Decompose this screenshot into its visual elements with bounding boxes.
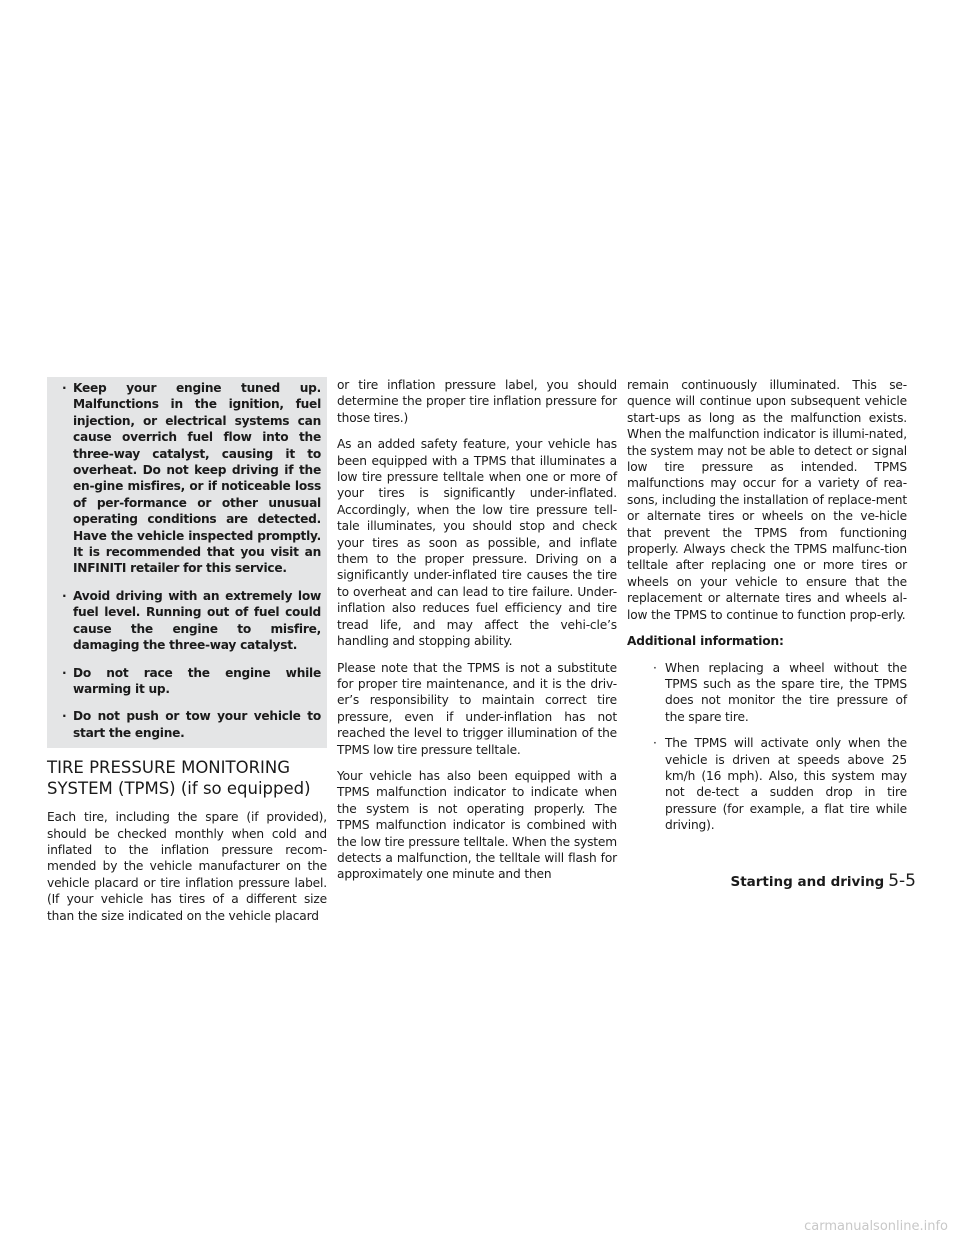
additional-info-list: [627, 660, 907, 834]
watermark: carmanualsonline.info: [804, 1219, 948, 1234]
bullet-icon: ·: [653, 660, 657, 675]
section-heading: [47, 758, 327, 799]
warning-text: Do not race the engine while warming it up.: [73, 665, 321, 696]
page-number: 5-5: [888, 871, 916, 891]
warning-item: [53, 380, 321, 577]
body-paragraph: Your vehicle has also been equipped with a TPMS malfunction indicator to indicate when the system is not operating properly. The TPMS malfunction indicator is combined with the low tire pressure telltale. When the system detects a malfunction, the telltale will flash for approximately one minute and then: [337, 768, 617, 882]
bullet-icon: ·: [653, 736, 657, 751]
list-item: [627, 735, 907, 833]
warning-item: [53, 588, 321, 654]
body-paragraph: Please note that the TPMS is not a substitute for proper tire maintenance, and it is the driv-er’s responsibility to maintain correct tire pressure, even if under-inflation has not reached the level to trigger illumination of the TPMS low tire pressure telltale.: [337, 660, 617, 757]
page-footer: [730, 871, 916, 891]
column-3: [627, 377, 907, 844]
bullet-icon: ·: [62, 709, 67, 724]
warning-text: Keep your engine tuned up. Malfunctions in the ignition, fuel injection, or electrical systems can cause overrich fuel flow into the three-way catalyst, causing it to overheat. Do not keep driving if the en-gine misfires, or if noticeable loss of per-formance or other unusual operating conditions are detected. Have the vehicle inspected promptly. It is recommended that you visit an INFINITI retailer for this service.: [73, 381, 321, 576]
warning-item: [53, 665, 321, 698]
warning-box: [47, 377, 327, 748]
list-item: [627, 660, 907, 726]
warning-text: Do not push or tow your vehicle to start the engine.: [73, 709, 321, 740]
warning-text: Avoid driving with an extremely low fuel level. Running out of fuel could cause the engine to misfire, damaging the three-way catalyst.: [73, 588, 321, 653]
additional-info-label: Additional information:: [627, 634, 784, 649]
list-item-text: The TPMS will activate only when the vehicle is driven at speeds above 25 km/h (16 mph). Also, this system may not de-tect a sudden drop in tire pressure (for example, a flat tire while driving).: [665, 736, 907, 833]
body-paragraph: As an added safety feature, your vehicle has been equipped with a TPMS that illuminates a low tire pressure telltale when one or more of your tires is significantly under-inflated. Accordingly, when the low tire pressure tell-tale illuminates, you should stop and check your tires as soon as possible, and inflate them to the proper pressure. Driving on a significantly under-inflated tire causes the tire to overheat and can lead to tire failure. Under-inflation also reduces fuel efficiency and tire tread life, and may affect the vehi-cle’s handling and stopping ability.: [337, 437, 617, 649]
section-heading-line-1: TIRE PRESSURE MONITORING: [47, 758, 291, 778]
body-paragraph: Each tire, including the spare (if provided), should be checked monthly when cold and inflated to the inflation pressure recom-mended by the vehicle manufacturer on the vehicle placard or tire inflation pressure label. (If your vehicle has tires of a different size than the size indicated on the vehicle placard: [47, 810, 327, 923]
bullet-icon: ·: [62, 588, 67, 603]
body-paragraph: or tire inflation pressure label, you should determine the proper tire inflation pressure for those tires.): [337, 378, 617, 425]
warning-item: [53, 708, 321, 741]
body-paragraph: remain continuously illuminated. This se-quence will continue upon subsequent vehicle start-ups as long as the malfunction exists. When the malfunction indicator is illumi-nated, the system may not be able to detect or signal low tire pressure as intended. TPMS malfunctions may occur for a variety of rea-sons, including the installation of replace-ment or alternate tires or wheels on the ve-hicle that prevent the TPMS from functioning properly. Always check the TPMS malfunc-tion telltale after replacing one or more tires or wheels on your vehicle to ensure that the replacement or alternate tires and wheels al-low the TPMS to continue to function prop-erly.: [627, 378, 907, 622]
column-1: [47, 377, 327, 934]
section-heading-line-2: SYSTEM (TPMS) (if so equipped): [47, 778, 311, 798]
bullet-icon: ·: [62, 665, 67, 680]
chapter-title: Starting and driving: [730, 874, 885, 890]
bullet-icon: ·: [62, 381, 67, 395]
column-2: [337, 377, 617, 893]
list-item-text: When replacing a wheel without the TPMS such as the spare tire, the TPMS does not monitor the tire pressure of the spare tire.: [665, 660, 907, 724]
